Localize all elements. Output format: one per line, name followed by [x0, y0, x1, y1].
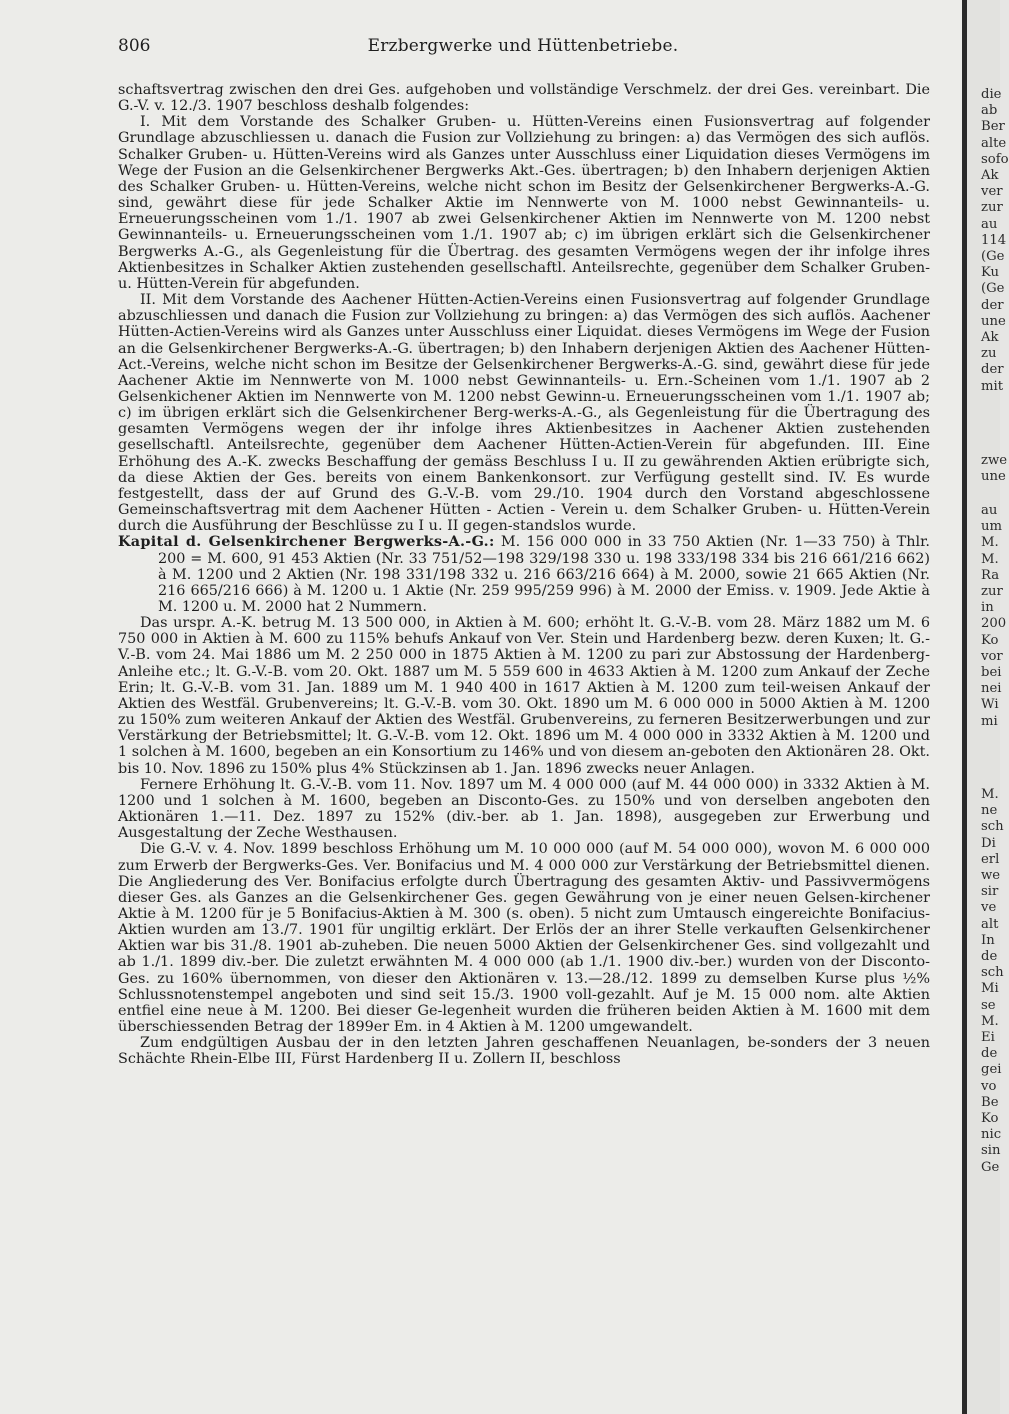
adjacent-page-fragment: bei: [981, 665, 1002, 680]
paragraph-increase-1899: Die G.-V. v. 4. Nov. 1899 beschloss Erhöhung um M. 10 000 000 (auf M. 54 000 000), wovon M. 6 000 000 zum Erwerb der Bergwerks-Ges. Ver. Bonifacius und M. 4 000 000 zur Verstärkung der Betriebsmittel dienen. Die Angliederung des Ver. Bonifacius erfolgte durch Übertragung des gesamten Aktiv- und Passivvermögens dieser Ges. als Ganzes an die Gelsenkirchener Ges. gegen Gewährung von je einer neuen Gelsen-kirchener Aktie à M. 1200 für je 5 Bonifacius-Aktien à M. 300 (s. oben). 5 nicht zum Umtausch eingereichte Bonifacius-Aktien wurden am 13./7. 1901 für ungiltig erklärt. Der Erlös der an ihrer Stelle verkauften Gelsenkirchener Aktien war bis 31./8. 1901 ab-zuheben. Die neuen 5000 Aktien der Gelsenkirchener Ges. sind vollgezahlt und ab 1./1. 1899 div.-ber. Die zuletzt erwähnten M. 4 000 000 (ab 1./1. 1900 div.-ber.) wurden von der Disconto-Ges. zu 160% übernommen, von dieser den Aktionären v. 13.—28./12. 1899 zu demselben Kurse plus ½% Schlussnotenstempel angeboten und sind seit 15./3. 1900 voll-gezahlt. Auf je M. 15 000 nom. alte Aktien entfiel eine neue à M. 1200. Bei dieser Ge-legenheit wurden die früheren beiden Aktien à M. 1600 mit dem überschiessenden Betrag der 1899er Em. in 4 Aktien à M. 1200 umgewandelt.: [118, 841, 930, 1036]
adjacent-page-fragment: in: [981, 600, 994, 616]
adjacent-page-fragment: Ber: [981, 119, 1005, 135]
main-text: [118, 82, 930, 1068]
adjacent-page-fragment: der: [981, 362, 1004, 378]
adjacent-page-fragment: (Ge: [981, 249, 1005, 264]
adjacent-page-fragment: sch: [981, 965, 1004, 981]
adjacent-page-fragment: mi: [981, 713, 998, 729]
paragraph-capital: [118, 534, 930, 615]
adjacent-page-fragment: M.: [981, 535, 999, 551]
adjacent-page-fragment: Ra: [981, 567, 1000, 583]
paragraph-resolution-ii: II. Mit dem Vorstande des Aachener Hütten-Actien-Vereins einen Fusionsvertrag auf folgender Grundlage abzuschliessen und danach die Fusion zur Vollziehung zu bringen: a) das Vermögen des sich auflös. Aachener Hütten-Actien-Vereins wird als Ganzes unter Ausschluss einer Liquidat. dieses Vermögens im Wege der Fusion an die Gelsenkirchener Bergwerks-A.-G. übertragen; b) den Inhabern derjenigen Aktien des Aachener Hütten-Act.-Vereins, welche nicht schon im Besitze der Gelsenkirchener Bergwerks-A.-G. sind, gewährt diese für jede Aachener Aktie im Nennwerte von M. 1000 nebst Gewinnanteils- u. Ern.-Scheinen vom 1./1. 1907 ab 2 Gelsenkichener Aktien im Nennwerte von M. 1200 nebst Gewinn-u. Erneuerungsscheinen vom 1./1. 1907 ab; c) im übrigen erklärt sich die Gelsenkirchener Berg-werks-A.-G., als Gegenleistung für die Übertragung des gesamten Vermögens wegen der ihr infolge ihres Aktienbesitzes in Aachener Aktien zustehenden gesellschaftl. Anteilsrechte, gegenüber dem Aachener Hütten-Actien-Verein für abgefunden. III. Eine Erhöhung des A.-K. zwecks Beschaffung der gemäss Beschluss I u. II zu gewährenden Aktien erübrigte sich, da diese Aktien der Ges. bereits von einem Bankenkonsort. zur Verfügung gestellt sind. IV. Es wurde festgestellt, dass der auf Grund des G.-V.-B. vom 29./10. 1904 durch den Vorstand abgeschlossene Gemeinschaftsvertrag mit dem Aachener Hütten - Actien - Verein u. dem Schalker Gruben- u. Hütten-Verein durch die Ausführung der Beschlüsse zu I u. II gegen-standslos wurde.: [118, 292, 930, 535]
adjacent-page-fragment: Ei: [981, 1030, 995, 1045]
page-title: Erzbergwerke und Hüttenbetriebe.: [367, 36, 679, 56]
adjacent-page-fragment: In: [981, 932, 995, 948]
adjacent-page-fragment: der: [981, 297, 1004, 313]
adjacent-page-fragment: se: [981, 997, 996, 1013]
adjacent-page-fragment: de: [981, 1046, 998, 1062]
adjacent-page-fragment: sin: [981, 1143, 1001, 1159]
paragraph-intro: schaftsvertrag zwischen den drei Ges. aufgehoben und vollständige Verschmelz. der drei Ges. vereinbart. Die G.-V. v. 12./3. 1907 beschloss deshalb folgendes:: [118, 82, 930, 115]
adjacent-page-fragment: M.: [981, 1013, 999, 1029]
adjacent-page-fragment: ver: [981, 184, 1003, 200]
adjacent-page-fragment: ne: [981, 803, 998, 819]
adjacent-page-fragment: nic: [981, 1127, 1002, 1143]
adjacent-page-fragment: 114: [981, 232, 1007, 248]
adjacent-page-fragment: Ak: [981, 330, 999, 345]
adjacent-page-fragment: erl: [981, 851, 1000, 867]
adjacent-page-fragment: Wi: [981, 697, 999, 713]
adjacent-page-fragment: de: [981, 949, 998, 964]
adjacent-page-fragment: gei: [981, 1062, 1002, 1078]
adjacent-page-fragment: mit: [981, 378, 1004, 394]
capital-heading: Kapital d. Gelsenkirchener Bergwerks-A.-G.:: [118, 533, 495, 551]
adjacent-page-fragment: Mi: [981, 981, 999, 997]
adjacent-page-fragment: Be: [981, 1094, 999, 1110]
adjacent-page-fragment: Ge: [981, 1159, 1000, 1175]
adjacent-page-fragment: M.: [981, 551, 999, 567]
adjacent-page-fragment: Ko: [981, 1111, 999, 1126]
adjacent-page-fragment: nei: [981, 681, 1002, 697]
paragraph-expansion: Zum endgültigen Ausbau der in den letzten Jahren geschaffenen Neuanlagen, be-sonders der 3 neuen Schächte Rhein-Elbe III, Fürst Hardenberg II u. Zollern II, beschloss: [118, 1035, 930, 1068]
adjacent-page-fragment: alte: [981, 135, 1007, 151]
adjacent-page-fragment: (Ge: [981, 281, 1005, 297]
adjacent-page-fragment: M.: [981, 787, 999, 802]
adjacent-page-fragment: die: [981, 87, 1002, 102]
running-head: [118, 36, 928, 62]
adjacent-page-fragment: une: [981, 469, 1006, 485]
adjacent-page-fragment: zu: [981, 346, 997, 362]
adjacent-page-fragment: Di: [981, 835, 996, 851]
paragraph-capital-history: Das urspr. A.-K. betrug M. 13 500 000, in Aktien à M. 600; erhöht lt. G.-V.-B. vom 28. März 1882 um M. 6 750 000 in Aktien à M. 600 zu 115% behufs Ankauf von Ver. Stein und Hardenberg bezw. deren Kuxen; lt. G.-V.-B. vom 24. Mai 1886 um M. 2 250 000 in 1875 Aktien à M. 1200 zu pari zur Abstossung der Hardenberg-Anleihe etc.; lt. G.-V.-B. vom 20. Okt. 1887 um M. 5 559 600 in 4633 Aktien à M. 1200 zum Ankauf der Zeche Erin; lt. G.-V.-B. vom 31. Jan. 1889 um M. 1 940 400 in 1617 Aktien à M. 1200 zum teil-weisen Ankauf der Aktien des Westfäl. Grubenvereins; lt. G.-V.-B. vom 30. Okt. 1890 um M. 6 000 000 in 5000 Aktien à M. 1200 zu 150% zum weiteren Ankauf der Aktien des Westfäl. Grubenvereins, zu ferneren Besitzerwerbungen und zur Verstärkung der Betriebsmittel; lt. G.-V.-B. vom 12. Okt. 1896 um M. 4 000 000 in 3332 Aktien à M. 1200 und 1 solchen à M. 1600, begeben an ein Konsortium zu 146% und von diesem an-geboten den Aktionären 28. Okt. bis 10. Nov. 1896 zu 150% plus 4% Stückzinsen ab 1. Jan. 1896 zwecks neuer Anlagen.: [118, 615, 930, 777]
adjacent-page-fragment: sofo: [981, 151, 1009, 167]
adjacent-page-fragment: alt: [981, 916, 999, 932]
adjacent-page-fragment: Ku: [981, 265, 1000, 281]
adjacent-page-fragment: zwe: [981, 453, 1008, 468]
adjacent-page-fragment: Ak: [981, 168, 999, 183]
adjacent-page-fragment: we: [981, 868, 1001, 883]
adjacent-page-fragment: ab: [981, 103, 998, 119]
adjacent-page-fragment: um: [981, 519, 1002, 535]
adjacent-page-fragment: au: [981, 216, 998, 232]
adjacent-page-fragment: au: [981, 503, 998, 518]
adjacent-page-fragment: zur: [981, 584, 1003, 599]
page-number: 806: [118, 36, 151, 56]
adjacent-page-fragment: sch: [981, 819, 1004, 835]
adjacent-page-fragment: ve: [981, 900, 997, 916]
adjacent-page-fragment: zur: [981, 200, 1003, 216]
paragraph-resolution-i: I. Mit dem Vorstande des Schalker Gruben- u. Hütten-Vereins einen Fusionsvertrag auf folgender Grundlage abzuschliessen u. danach die Fusion zur Vollziehung zu bringen: a) das Vermögen des sich auflös. Schalker Gruben- u. Hütten-Vereins wird als Ganzes unter Ausschluss einer Liquidation dieses Vermögens im Wege der Fusion an die Gelsenkirchener Bergwerks Akt.-Ges. übertragen; b) den Inhabern derjenigen Aktien des Schalker Gruben- u. Hütten-Vereins, welche nicht schon im Besitz der Gelsenkirchener Bergwerks-A.-G. sind, gewährt diese für jede Schalker Aktie im Nennwerte von M. 1000 nebst Gewinnanteils- u. Erneuerungsscheinen vom 1./1. 1907 ab zwei Gelsenkirchener Aktien im Nennwerte von M. 1200 nebst Gewinnanteils- u. Erneuerungsscheinen vom 1./1. 1907 ab; c) im übrigen erklärt sich die Gelsenkirchener Bergwerks A.-G., als Gegenleistung für die Übertrag. des gesamten Vermögens wegen der ihr infolge ihres Aktienbesitzes in Schalker Aktien zustehenden gesellschaftl. Anteilsrechte, gegenüber dem Schalker Gruben- u. Hütten-Verein für abgefunden.: [118, 114, 930, 292]
adjacent-page-fragment: vo: [981, 1078, 997, 1094]
adjacent-page-fragment: 200: [981, 616, 1007, 632]
adjacent-page-fragment: vor: [981, 648, 1003, 664]
adjacent-page-fragment: sir: [981, 884, 999, 900]
adjacent-page-strip: [967, 0, 1009, 1414]
capital-text: M. 156 000 000 in 33 750 Aktien (Nr. 1—33 750) à Thlr. 200 = M. 600, 91 453 Aktien (Nr. 33 751/52—198 329/198 330 u. 198 333/198 334 bis 216 661/216 662) à M. 1200 und 2 Aktien (Nr. 198 331/198 332 u. 216 663/216 664) à M. 2000, sowie 21 665 Aktien (Nr. 216 665/216 666) à M. 1200 u. 1 Aktie (Nr. 259 995/259 996) à M. 2000 der Emiss. v. 1909. Jede Aktie à M. 1200 u. M. 2000 hat 2 Nummern.: [158, 534, 930, 615]
adjacent-page-fragment: une: [981, 313, 1006, 329]
adjacent-page-fragment: Ko: [981, 632, 999, 648]
paragraph-increase-1897: Fernere Erhöhung lt. G.-V.-B. vom 11. Nov. 1897 um M. 4 000 000 (auf M. 44 000 000) in 3332 Aktien à M. 1200 und 1 solchen à M. 1600, begeben an Disconto-Ges. zu 150% und von derselben angeboten den Aktionären 1.—11. Dez. 1897 zu 152% (div.-ber. ab 1. Jan. 1898), ausgegeben zur Erwerbung und Ausgestaltung der Zeche Westhausen.: [118, 776, 930, 842]
